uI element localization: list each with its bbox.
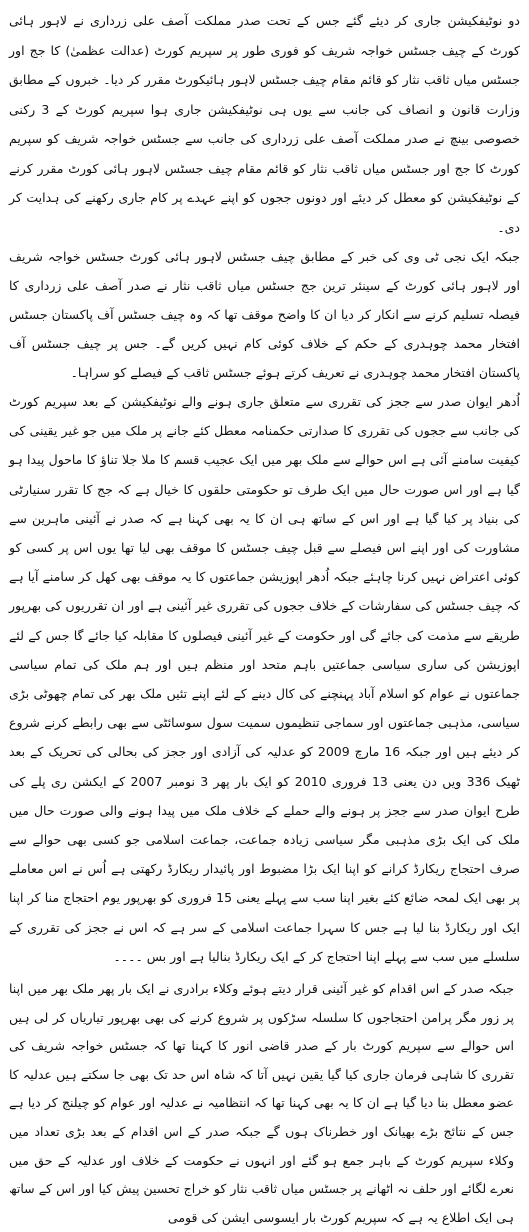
article-paragraph-2: جبکہ ایک نجی ٹی وی کی خبر کے مطابق چیف جسٹس لاہور ہائی کورٹ جسٹس خواجہ شریف اور لاہور ہائی کورٹ کے سینئر ترین جج جسٹس میاں ثاقب نثار نے صدر آصف علی زرداری کا فیصلہ تسلیم کرنے سے انکار کر دیا ان کا واضح موقف تھا کہ وہ چیف جسٹس آف پاکستان جسٹس افتخار محمد چوہدری کے حکم کے خلاف کوئی کام نہیں کریں گے۔ جس پر چیف جسٹس آف پاکستان افتخار محمد چوہدری نے تعریف کرتے ہوئے جسٹس ثاقب کے فیصلے کو سراہا۔ [9, 249, 520, 380]
article-paragraph-1: دو نوٹیفکیشن جاری کر دیئے گئے جس کے تحت صدر مملکت آصف علی زرداری نے لاہور ہائی کورٹ کے چیف جسٹس خواجہ شریف کو فوری طور پر سپریم کورٹ (عدالت عظمیٰ) کا جج اور جسٹس میاں ثاقب نثار کو قائم مقام چیف جسٹس لاہور ہائیکورٹ مقرر کر دیا۔ خبروں کے مطابق وزارت قانون و انصاف کی جانب سے یوں ہی نوٹیفکیشن جاری ہوا سپریم کورٹ کے 3 رکنی خصوصی بینچ نے صدر مملکت آصف علی زرداری کی جانب سے جسٹس خواجہ شریف کو سپریم کورٹ کا جج اور جسٹس میاں ثاقب نثار کو قائم مقام چیف جسٹس لاہور ہائی کورٹ مقرر کرنے کے نوٹیفکیشن کو معطل کر دیئے اور دونوں ججوں کو اپنے عہدے پر کام جاری رکھنے کی ہدایت کر دی۔ [9, 13, 520, 235]
article-paragraph-3: اُدھر ایوان صدر سے ججز کی تقرری سے متعلق جاری ہونے والے نوٹیفکیشن کے بعد سپریم کورٹ کی جانب سے ججوں کی تقرری کا صدارتی حکمنامہ معطل کئے جانے پر ملک میں جو غیر یقینی کی کیفیت سامنے آئی ہے اس حوالے سے ملک بھر میں ایک عجیب قسم کا ملا جلا تناؤ کا ماحول پیدا ہو گیا ہے اور اس صورت حال میں ایک طرف تو حکومتی حلقوں کا خیال ہے کہ جج کا تقرر سنیارٹی کی بنیاد پر کیا گیا ہے اور اس کے ساتھ ہی ان کا یہ بھی کہنا ہے کہ صدر نے آئینی ماہرین سے مشاورت کی اور اپنے اس فیصلے سے قبل چیف جسٹس کا موقف بھی لیا تھا یوں اس پر کسی کو کوئی اعتراض نہیں کرنا چاہئے جبکہ اُدھر اپوزیشن جماعتوں کا یہ موقف بھی کھل کر سامنے آیا ہے کہ چیف جسٹس کی سفارشات کے خلاف ججوں کی تقرری غیر آئینی ہے اور ان تقرریوں کی بھرپور طریقے سے مذمت کی جائے گی اور حکومت کے غیر آئینی فیصلوں کا مقابلہ کیا جائے گا جس کے لئے اپوزیشن کی ساری سیاسی جماعتیں باہم متحد اور منظم ہیں اور ہم ملک کی تمام سیاسی جماعتوں نے عوام کو اسلام آباد پہنچنے کی کال دینے کے لئے اپنے تئیں ملک بھر کی تمام چھوٹی بڑی سیاسی، مذہبی جماعتوں اور سماجی تنظیموں سمیت سول سوسائٹی سے بھی رابطے کرنے شروع کر دیئے ہیں اور جبکہ 16 مارچ 2009 کو عدلیہ کی آزادی اور ججز کی بحالی کی تحریک کے بعد ٹھیک 336 ویں دن یعنی 13 فروری 2010 کو ایک بار پھر 3 نومبر 2007 کے ایکشن ری پلے کی طرح ایوان صدر سے ججز پر ہونے والے حملے کے خلاف ملک میں پیدا ہونے والی صورت حال میں ملک کی ایک بڑی مذہبی مگر سیاسی زیادہ جماعت، جماعت اسلامی جو کسی بھی حوالے سے صرف احتجاج ریکارڈ کرانے کو اپنا ایک بڑا مضبوط اور پائیدار ریکارڈ رکھتی ہے اُس نے اس معاملے پر بھی ایک لمحہ ضائع کئے بغیر اپنا سب سے پہلے یعنی 15 فروری کو بھرپور یوم احتجاج منا کر اپنا ایک اور ریکارڈ بنا لیا ہے جس کا سہرا جماعت اسلامی کے سر ہے کہ اس نے ججز کی تقرری کے سلسلے میں سب سے پہلے اپنا احتجاج کر کے ایک ریکارڈ بنالیا ہے اور بس ۔۔۔۔ [9, 394, 520, 964]
article-paragraph-4: جبکہ صدر کے اس اقدام کو غیر آئینی قرار دیتے ہوئے وکلاء برادری نے ایک بار پھر ملک بھر میں اپنا پر زور مگر پرامن احتجاجوں کا سلسلہ سڑکوں پر شروع کرنے کی بھی بھرپور تیاریاں کر لی ہیں اس حوالے سے سپریم کورٹ بار کے صدر قاضی انور کا کہنا تھا کہ جسٹس خواجہ شریف کی تقرری کا شاہی فرمان جاری کیا گیا یقین نہیں آتا کہ شاہ اس حد تک بھی جا سکتے ہیں عدلیہ کا عضو معطل بنا دیا گیا ہے ان کا یہ بھی کہنا تھا کہ انتظامیہ نے عدلیہ اور عوام کو چیلنج کر دیا ہے جس کے نتائج بڑے بھیانک اور خطرناک ہوں گے جبکہ صدر کے اس اقدام کے بعد بڑی تعداد میں وکلاء سپریم کورٹ کے باہر جمع ہو گئے اور انہوں نے حکومت کے خلاف اور عدلیہ کے حق میں نعرے لگائے اور حلف نہ اٹھانے پر جسٹس میاں ثاقب نثار کو خراج تحسین پیش کیا اور اس کے ساتھ ہی ایک اطلاع یہ ہے کہ سپریم کورٹ بار ایسوسی ایشن کی قومی [9, 981, 514, 1225]
